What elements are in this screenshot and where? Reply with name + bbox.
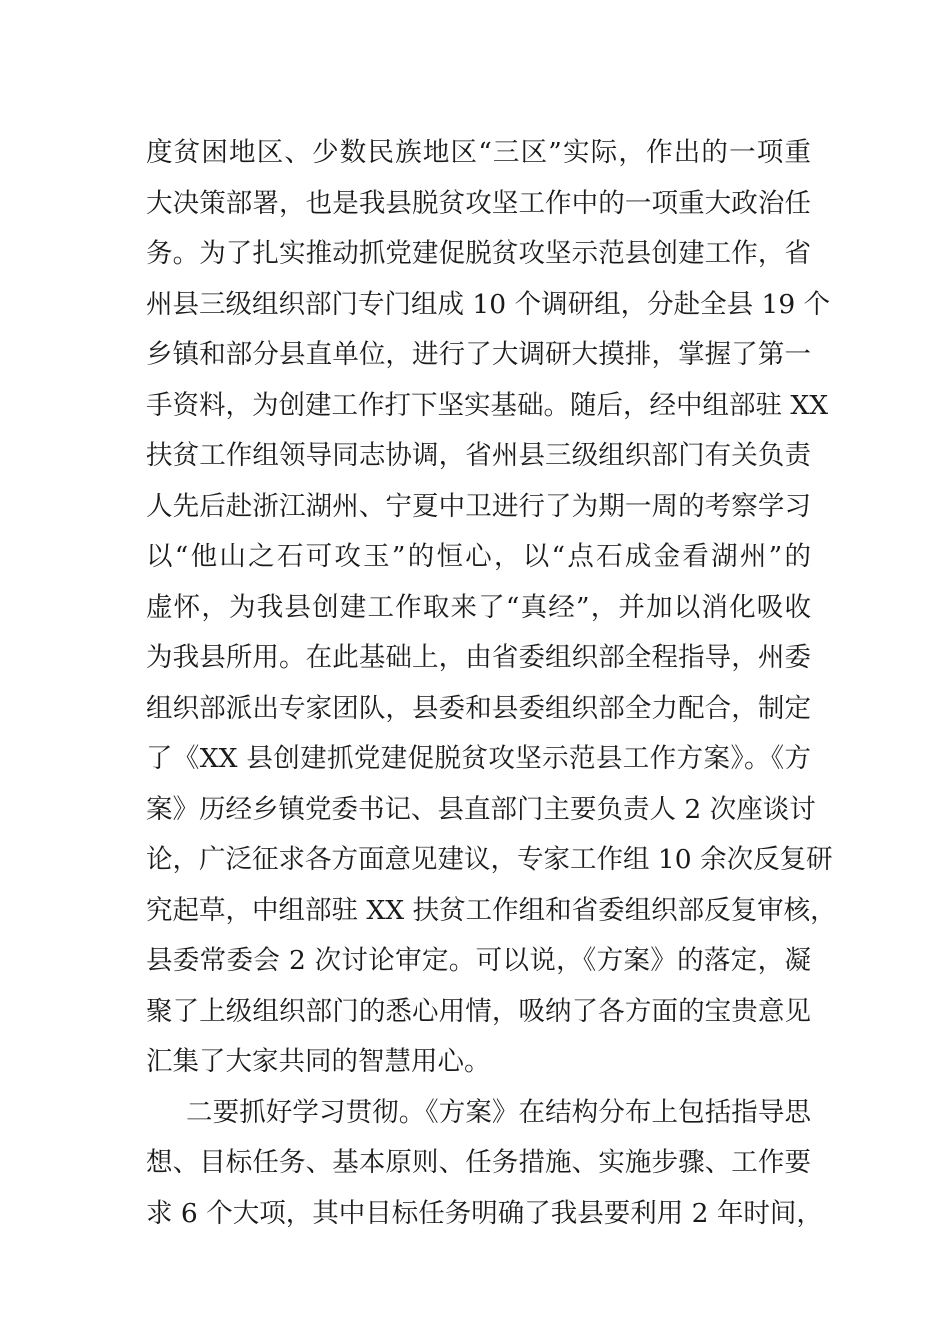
paragraph-line: 了《XX 县创建抓党建促脱贫攻坚示范县工作方案》。《方: [146, 743, 811, 774]
paragraph-line: 乡镇和部分县直单位，进行了大调研大摸排，掌握了第一: [146, 339, 811, 370]
paragraph-line: 汇集了大家共同的智慧用心。: [146, 1046, 491, 1077]
document-body: [146, 128, 837, 1239]
paragraph-line: 人先后赴浙江湖州、宁夏中卫进行了为期一周的考察学习: [146, 490, 811, 522]
paragraph-line: 案》历经乡镇党委书记、县直部门主要负责人 2 次座谈讨: [146, 793, 816, 825]
paragraph-line: 求 6 个大项，其中目标任务明确了我县要利用 2 年时间，: [146, 1197, 823, 1229]
paragraph-line: 手资料，为创建工作打下坚实基础。随后，经中组部驻 XX: [146, 389, 829, 421]
paragraph-line: 论，广泛征求各方面意见建议，专家工作组 10 余次反复研: [146, 844, 833, 875]
paragraph-line: 务。为了扎实推动抓党建促脱贫攻坚示范县创建工作，省: [146, 238, 811, 269]
paragraph-1: [146, 128, 837, 1088]
paragraph-line: 组织部派出专家团队，县委和县委组织部全力配合，制定: [146, 692, 811, 724]
paragraph-line: 二要抓好学习贯彻。《方案》在结构分布上包括指导思: [186, 1096, 811, 1128]
paragraph-line: 县委常委会 2 次讨论审定。可以说，《方案》的落定，凝: [146, 945, 811, 976]
paragraph-line: 以“他山之石可攻玉”的恒心，以“点石成金看湖州”的: [146, 541, 811, 572]
paragraph-line: 为我县所用。在此基础上，由省委组织部全程指导，州委: [146, 642, 811, 673]
paragraph-line: 想、目标任务、基本原则、任务措施、实施步骤、工作要: [146, 1147, 811, 1178]
paragraph-line: 聚了上级组织部门的悉心用情，吸纳了各方面的宝贵意见: [146, 995, 811, 1027]
paragraph-line: 州县三级组织部门专门组成 10 个调研组，分赴全县 19 个: [146, 288, 831, 320]
paragraph-line: 扶贫工作组领导同志协调，省州县三级组织部门有关负责: [146, 440, 811, 471]
paragraph-line: 大决策部署，也是我县脱贫攻坚工作中的一项重大政治任: [146, 187, 811, 219]
paragraph-line: 虚怀，为我县创建工作取来了“真经”，并加以消化吸收: [146, 591, 811, 623]
paragraph-line: 度贫困地区、少数民族地区“三区”实际，作出的一项重: [146, 137, 811, 168]
paragraph-2: [146, 1088, 823, 1240]
paragraph-line: 究起草，中组部驻 XX 扶贫工作组和省委组织部反复审核，: [146, 894, 837, 926]
